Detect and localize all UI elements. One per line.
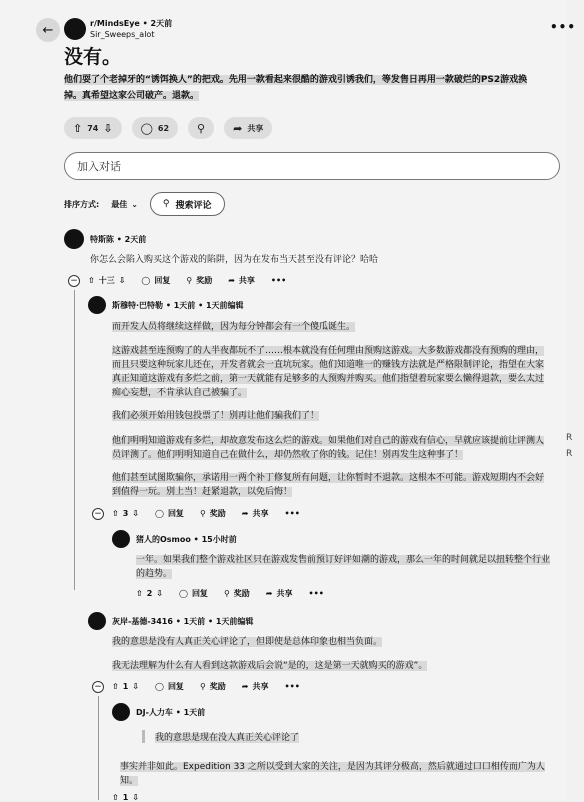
share-label: 共享 bbox=[252, 682, 269, 691]
post-author[interactable]: Sir_Sweeps_alot bbox=[90, 30, 155, 39]
vote-count: 3 bbox=[122, 509, 129, 518]
comment-paragraph bbox=[120, 760, 560, 788]
comment-text: 一年。如果我们整个游戏社区只在游戏发售前预订好评如潮的游戏，那么一年的时间就足以扭转整个行业的趋势。 bbox=[136, 555, 551, 579]
post-title: 没有。 bbox=[64, 46, 122, 68]
share-icon: ➦ bbox=[265, 589, 273, 598]
comment-action-bar bbox=[112, 681, 300, 692]
comment-action-bar bbox=[112, 508, 300, 519]
comment-text: 这游戏甚至连预购了的人半夜都玩不了……根本就没有任何理由预购这游戏。大多数游戏都没有预购的理由，而且只要这种玩家儿还在，开发者就会一直坑玩家。他们知道唯一的赚钱方法就是严格限制评论，指望在大家真正知道这游戏有多烂之前，第一天就能有足够多的人预购并购买。他们指望着玩家要么懒得退款，要么太过痴心妄想，不肯承认自己被骗了。 bbox=[112, 346, 545, 398]
comment-author[interactable]: 特斯陈 • 2天前 bbox=[90, 235, 147, 244]
vote-count: 74 bbox=[87, 123, 99, 133]
upvote-icon[interactable]: ⇧ bbox=[136, 589, 143, 598]
search-comments-button[interactable] bbox=[150, 192, 225, 216]
downvote-icon[interactable]: ⇩ bbox=[132, 793, 139, 802]
post-body-text: 他们耍了个老掉牙的“诱饵换人”的把戏。先用一款看起来很酷的游戏引诱我们，等发售日再用一款破烂的PS2游戏换掉。真希望这家公司破产。退款。 bbox=[64, 75, 528, 101]
more-options-icon[interactable]: ••• bbox=[550, 20, 577, 34]
share-label: 共享 bbox=[238, 276, 255, 285]
more-options-icon[interactable]: ••• bbox=[270, 276, 287, 285]
vote-pill[interactable] bbox=[64, 117, 122, 139]
fragment-text: R bbox=[566, 433, 573, 443]
avatar[interactable] bbox=[88, 296, 106, 314]
quote-text: 我的意思是现在没人真正关心评论了 bbox=[155, 733, 300, 743]
comment-paragraph bbox=[112, 409, 552, 423]
downvote-icon[interactable]: ⇩ bbox=[118, 276, 126, 285]
post-action-bar bbox=[64, 117, 272, 139]
award-icon: ⚲ bbox=[199, 509, 206, 518]
subreddit-line[interactable]: r/MindsEye • 2天前 bbox=[90, 19, 173, 28]
comment-text: 我们必须开始用钱包投票了！别再让他们骗我们了！ bbox=[112, 411, 320, 421]
award-icon: ⚲ bbox=[199, 682, 206, 691]
fragment-text: R bbox=[566, 449, 573, 459]
comment-paragraph bbox=[136, 553, 556, 581]
award-button[interactable] bbox=[200, 681, 226, 692]
share-button[interactable] bbox=[266, 588, 293, 599]
sort-row bbox=[64, 192, 225, 216]
vote-count: 1 bbox=[122, 793, 129, 802]
award-label: 奖励 bbox=[233, 589, 250, 598]
sort-label: 排序方式: bbox=[64, 199, 100, 209]
join-conversation-input[interactable] bbox=[64, 152, 560, 180]
vote-group bbox=[88, 275, 125, 286]
award-label: 奖励 bbox=[209, 682, 226, 691]
reply-button[interactable] bbox=[155, 681, 184, 692]
vote-group bbox=[112, 682, 139, 691]
share-label: 共享 bbox=[252, 509, 269, 518]
upvote-icon[interactable]: ⇧ bbox=[112, 793, 119, 802]
adjacent-panel-fragment bbox=[566, 430, 584, 462]
reply-label: 回复 bbox=[167, 509, 184, 518]
search-icon: ⚲ bbox=[162, 199, 170, 209]
vote-count: 十三 bbox=[98, 276, 115, 285]
comment-icon: ◯ bbox=[178, 589, 188, 598]
share-icon: ➦ bbox=[241, 682, 249, 691]
award-icon: ⚲ bbox=[186, 276, 193, 285]
upvote-icon[interactable]: ⇧ bbox=[112, 509, 119, 518]
avatar[interactable] bbox=[112, 530, 130, 548]
comment-paragraph bbox=[112, 434, 552, 462]
comment-text: 事实并非如此。Expedition 33 之所以受到大家的关注，是因为其评分极高，然后就通过口口相传而广为人知。 bbox=[120, 762, 545, 786]
comment-text: 他们甚至试图欺骗你，承诺用一两个补丁修复所有问题，让你暂时不退款。这根本不可能。游戏短期内不会好到值得一玩。别上当！赶紧退款，以免后悔！ bbox=[112, 473, 545, 497]
upvote-icon[interactable]: ⇧ bbox=[88, 276, 95, 285]
downvote-icon[interactable]: ⇩ bbox=[132, 509, 139, 518]
comment-icon: ◯ bbox=[141, 276, 151, 285]
share-label: 共享 bbox=[247, 123, 264, 133]
join-placeholder: 加入对话 bbox=[77, 160, 121, 173]
reply-button[interactable] bbox=[141, 275, 170, 286]
share-icon: ➦ bbox=[228, 276, 235, 285]
collapse-icon[interactable]: − bbox=[92, 508, 104, 520]
comment-text: 我无法理解为什么有人看到这款游戏后会说“是的，这是第一天就购买的游戏”。 bbox=[112, 661, 428, 671]
award-label: 奖励 bbox=[209, 509, 226, 518]
quoted-text bbox=[142, 730, 299, 743]
comment-count: 62 bbox=[157, 123, 170, 133]
more-options-icon[interactable]: ••• bbox=[308, 589, 324, 598]
comment-text: 他们明明知道游戏有多烂，却故意发布这么烂的游戏。如果他们对自己的游戏有信心，早就应该提前让评测人员评测了。他们明明知道自己在做什么，却仍然收了你的钱。记住！别再发生这种事了！ bbox=[112, 436, 545, 460]
award-button[interactable] bbox=[224, 588, 250, 599]
reply-label: 回复 bbox=[191, 589, 208, 598]
vote-count: 1 bbox=[122, 682, 129, 691]
award-icon: ⚲ bbox=[223, 589, 230, 598]
comment-author[interactable]: DJ-人力车 • 1天前 bbox=[136, 708, 206, 717]
reply-label: 回复 bbox=[154, 276, 171, 285]
more-options-icon[interactable]: ••• bbox=[284, 509, 300, 518]
vote-group bbox=[112, 509, 139, 518]
comment-text: 我的意思是没有人真正关心评论了，但即使是总体印象也相当负面。 bbox=[112, 637, 383, 647]
share-icon: ➦ bbox=[233, 121, 243, 135]
comment-action-bar bbox=[136, 588, 324, 599]
comments-button[interactable] bbox=[132, 117, 178, 139]
back-button[interactable] bbox=[36, 18, 60, 42]
comment-paragraph bbox=[112, 659, 552, 673]
comment-text: 而开发人员将继续这样做，因为每分钟都会有一个傻瓜诞生。 bbox=[112, 322, 356, 332]
upvote-icon[interactable]: ⇧ bbox=[112, 682, 119, 691]
collapse-icon[interactable]: − bbox=[68, 275, 80, 287]
thread-line[interactable] bbox=[74, 290, 75, 590]
share-label: 共享 bbox=[276, 589, 293, 598]
downvote-icon[interactable]: ⇩ bbox=[103, 121, 113, 135]
award-button[interactable] bbox=[188, 117, 214, 139]
comment-action-bar bbox=[112, 793, 139, 802]
reply-button[interactable] bbox=[155, 508, 184, 519]
arrow-left-icon: ← bbox=[42, 22, 54, 38]
avatar[interactable] bbox=[88, 612, 106, 630]
search-comments-label: 搜索评论 bbox=[175, 200, 212, 211]
comment-paragraph bbox=[112, 320, 552, 334]
vote-count: 2 bbox=[146, 589, 153, 598]
vote-group bbox=[136, 589, 163, 598]
share-button[interactable] bbox=[224, 117, 272, 139]
avatar[interactable] bbox=[64, 229, 84, 249]
share-button[interactable] bbox=[242, 508, 269, 519]
vote-group bbox=[112, 793, 139, 802]
reply-button[interactable] bbox=[179, 588, 208, 599]
sort-dropdown[interactable] bbox=[111, 199, 138, 210]
share-button[interactable] bbox=[242, 681, 269, 692]
award-button[interactable] bbox=[186, 275, 212, 286]
thread-line[interactable] bbox=[98, 696, 99, 800]
subreddit-avatar[interactable] bbox=[64, 18, 86, 40]
comment-paragraph bbox=[112, 344, 552, 400]
avatar[interactable] bbox=[112, 703, 130, 721]
comment-paragraph bbox=[112, 471, 552, 499]
share-button[interactable] bbox=[228, 275, 255, 286]
award-button[interactable] bbox=[200, 508, 226, 519]
downvote-icon[interactable]: ⇩ bbox=[156, 589, 163, 598]
award-label: 奖励 bbox=[196, 276, 213, 285]
comment-author[interactable]: 斯穆特·巴特勒 • 1天前 • 1天前编辑 bbox=[112, 301, 244, 310]
comment-text: 你怎么会陷入购买这个游戏的陷阱，因为在发布当天甚至没有评论？哈哈 bbox=[90, 255, 379, 265]
downvote-icon[interactable]: ⇩ bbox=[132, 682, 139, 691]
comment-icon: ◯ bbox=[154, 509, 164, 518]
comment-icon: ◯ bbox=[154, 682, 164, 691]
more-options-icon[interactable]: ••• bbox=[284, 682, 300, 691]
reply-label: 回复 bbox=[167, 682, 184, 691]
chevron-down-icon: ⌄ bbox=[131, 199, 138, 209]
award-icon: ⚲ bbox=[197, 121, 206, 135]
collapse-icon[interactable]: − bbox=[92, 681, 104, 693]
sort-value: 最佳 bbox=[111, 199, 128, 209]
comment-action-bar bbox=[88, 275, 286, 286]
comment-icon: ◯ bbox=[140, 121, 153, 135]
comment-author[interactable]: 猪人的Osmoo • 15小时前 bbox=[136, 535, 237, 544]
upvote-icon[interactable]: ⇧ bbox=[73, 121, 83, 135]
share-icon: ➦ bbox=[241, 509, 249, 518]
comment-author[interactable]: 灰岸-基德-3416 • 1天前 • 1天前编辑 bbox=[112, 617, 254, 626]
post-body bbox=[64, 72, 544, 104]
comment-paragraph bbox=[112, 635, 552, 649]
